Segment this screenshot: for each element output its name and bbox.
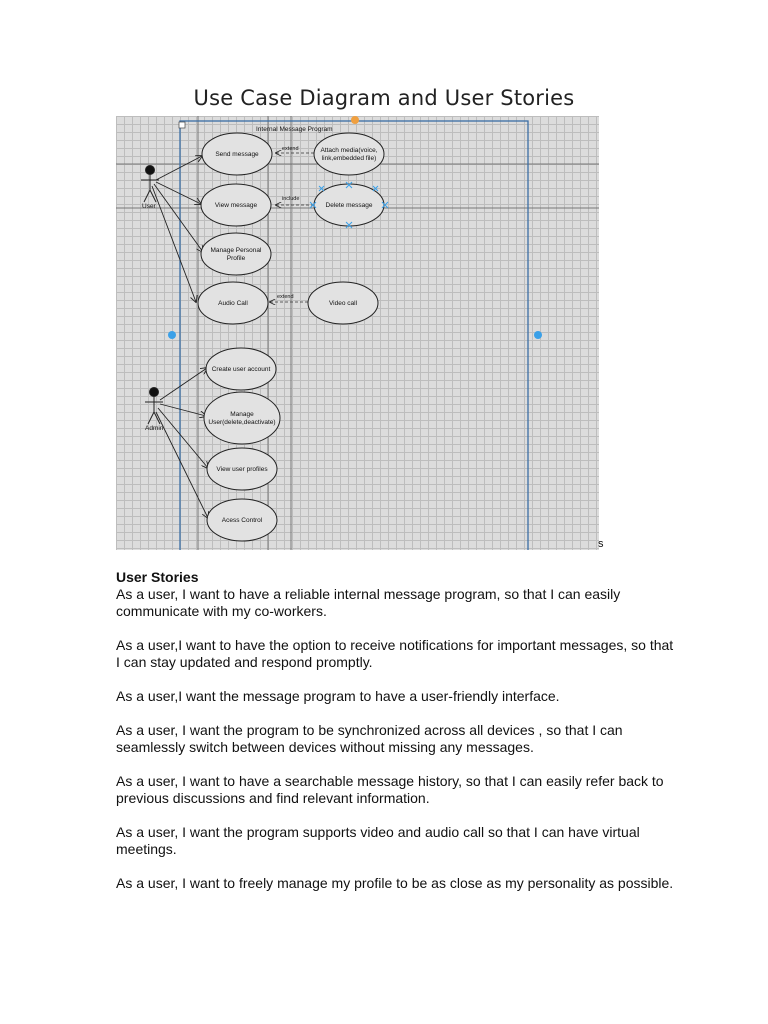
user-story: As a user, I want the program to be synchronized across all devices , so that I can seamlessly switch between devices without missing any messages. <box>116 722 623 755</box>
uc-manage-profile-label-1: Manage Personal <box>210 247 262 254</box>
actor-user-label: User <box>142 203 156 210</box>
user-story: As a user, I want to freely manage my profile to be as close as my personality as possible. <box>116 875 674 891</box>
uc-attach-media <box>314 133 384 175</box>
user-story: As a user, I want the program supports video and audio call so that I can have virtual meetings. <box>116 824 640 857</box>
uc-manage-user-label-1: Manage <box>230 411 254 418</box>
user-story: As a user, I want to have a searchable message history, so that I can easily refer back to previous discussions and find relevant information. <box>116 773 664 806</box>
page-title: Use Case Diagram and User Stories <box>193 86 575 110</box>
user-story: As a user, I want to have a reliable internal message program, so that I can easily communicate with my co-workers. <box>116 586 621 619</box>
uc-manage-user-label-2: User(delete,deactivate) <box>208 419 276 426</box>
extend-label-1: extend <box>282 146 299 152</box>
uc-delete-message-label: Delete message <box>325 202 373 209</box>
uc-attach-media-label-2: link,embedded file) <box>321 155 377 162</box>
actor-admin-label: Admin <box>145 425 164 432</box>
stray-character: s <box>598 538 604 550</box>
user-stories-section <box>116 569 676 909</box>
uc-manage-user <box>204 392 280 444</box>
uc-video-call-label: Video call <box>328 300 358 307</box>
system-label: Internal Message Program <box>256 126 333 133</box>
uc-manage-profile <box>201 233 271 275</box>
uc-manage-profile-label-2: Profile <box>226 255 246 262</box>
user-stories-heading: User Stories <box>116 569 199 585</box>
use-case-diagram <box>116 116 599 550</box>
user-story: As a user,I want to have the option to receive notifications for important messages, so that I can stay updated and respond promptly. <box>116 637 674 670</box>
uc-create-account-label: Create user account <box>211 366 271 373</box>
uc-view-profiles-label: View user profiles <box>216 466 268 473</box>
extend-label-2: extend <box>277 294 294 300</box>
uc-attach-media-label-1: Attach media(voice, <box>320 147 378 154</box>
actor-admin <box>145 388 163 425</box>
include-label: include <box>282 196 300 202</box>
uc-access-control-label: Acess Control <box>221 517 263 524</box>
uc-send-message-label: Send message <box>215 151 259 158</box>
uc-view-message-label: View message <box>214 202 258 209</box>
uc-audio-call-label: Audio Call <box>218 300 248 307</box>
user-story: As a user,I want the message program to have a user-friendly interface. <box>116 688 560 704</box>
